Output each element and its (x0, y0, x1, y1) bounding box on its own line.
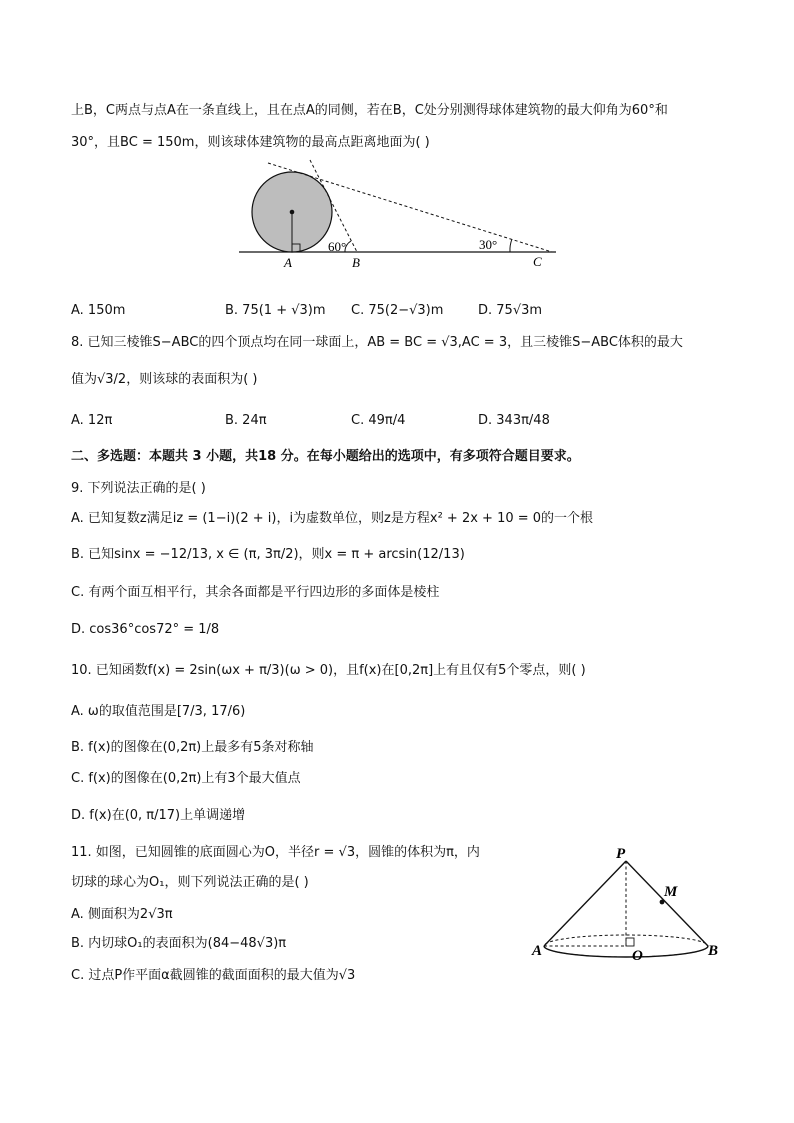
cone-base-front (544, 946, 708, 957)
point-label-a: A (284, 255, 292, 268)
q10-option-a: A. ω的取值范围是[7/3, 17/6) (71, 704, 246, 719)
q7-figure (232, 158, 572, 268)
q7-option-b: B. 75(1 + √3)m (225, 303, 326, 318)
cone-label-p: P (616, 846, 626, 862)
q7-option-c: C. 75(2−√3)m (351, 303, 444, 318)
q8-option-c: C. 49π/4 (351, 413, 406, 428)
cone-slant-right (626, 861, 708, 946)
angle-label-c: 30° (479, 237, 498, 252)
q7-option-a: A. 150m (71, 303, 126, 318)
q9-option-c: C. 有两个面互相平行，其余各面都是平行四边形的多面体是棱柱 (71, 585, 440, 600)
q8-line1: 8. 已知三棱锥S−ABC的四个顶点均在同一球面上，AB = BC = √3,AC = 3，且三棱锥S−ABC体积的最大 (71, 335, 683, 350)
q11-option-b: B. 内切球O₁的表面积为(84−48√3)π (71, 936, 287, 951)
q11-line2: 切球的球心为O₁，则下列说法正确的是( ) (71, 875, 309, 890)
point-label-b: B (352, 255, 360, 268)
q11-option-a: A. 侧面积为2√3π (71, 907, 173, 922)
cone-slant-left (544, 861, 626, 946)
section-2-heading: 二、多选题：本题共 3 小题，共18 分。在每小题给出的选项中，有多项符合题目要求。 (71, 449, 580, 464)
q8-option-a: A. 12π (71, 413, 113, 428)
q9-option-b: B. 已知sinx = −12/13, x ∈ (π, 3π/2)，则x = π + arcsin(12/13) (71, 547, 465, 562)
cone-label-b: B (708, 943, 719, 959)
q7-line1: 上B，C两点与点A在一条直线上，且在点A的同侧，若在B，C处分别测得球体建筑物的最大仰角为60°和 (71, 103, 668, 118)
q10-option-b: B. f(x)的图像在(0,2π)上最多有5条对称轴 (71, 740, 314, 755)
q8-line2: 值为√3/2，则该球的表面积为( ) (71, 372, 258, 387)
q8-option-d: D. 343π/48 (478, 413, 550, 428)
angle-label-b: 60° (328, 239, 347, 254)
point-label-c: C (533, 254, 542, 268)
cone-right-angle (626, 938, 634, 946)
point-m (660, 900, 665, 905)
cone-label-o: O (632, 948, 643, 964)
q10-option-d: D. f(x)在(0, π/17)上单调递增 (71, 808, 246, 823)
cone-label-a: A (532, 943, 543, 959)
q7-line2: 30°，且BC = 150m，则该球体建筑物的最高点距离地面为( ) (71, 135, 430, 150)
q9-option-d: D. cos36°cos72° = 1/8 (71, 622, 220, 637)
cone-label-m: M (664, 884, 678, 900)
q11-line1: 11. 如图，已知圆锥的底面圆心为O，半径r = √3，圆锥的体积为π，内 (71, 845, 480, 860)
q10-stem: 10. 已知函数f(x) = 2sin(ωx + π/3)(ω > 0)，且f(x)在[0,2π]上有且仅有5个零点，则( ) (71, 663, 586, 678)
angle-arc-c (510, 239, 512, 252)
q10-option-c: C. f(x)的图像在(0,2π)上有3个最大值点 (71, 771, 301, 786)
q11-cone-figure (525, 840, 725, 970)
q8-option-b: B. 24π (225, 413, 267, 428)
q7-option-d: D. 75√3m (478, 303, 543, 318)
q11-option-c: C. 过点P作平面α截圆锥的截面面积的最大值为√3 (71, 968, 356, 983)
q9-option-a: A. 已知复数z满足iz = (1−i)(2 + i)，i为虚数单位，则z是方程x² + 2x + 10 = 0的一个根 (71, 511, 594, 526)
q9-stem: 9. 下列说法正确的是( ) (71, 481, 206, 496)
